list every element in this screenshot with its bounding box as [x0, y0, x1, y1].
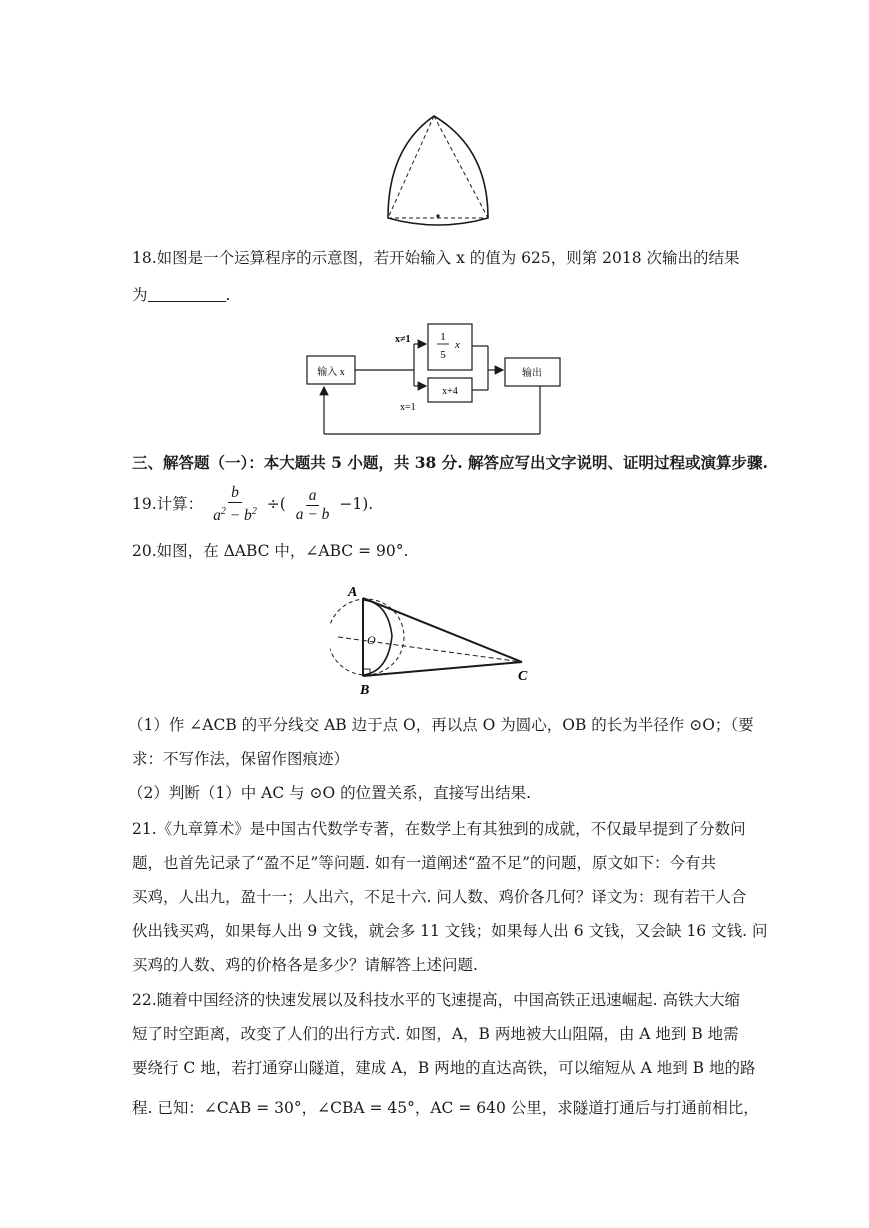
q20-label-A: A	[348, 585, 358, 600]
q20-part1-line2: 求：不写作法，保留作图痕迹）	[132, 750, 350, 768]
section-3-heading: 三、解答题（一）：本大题共 5 小题，共 38 分. 解答应写出文字说明、证明过程或演算步骤.	[132, 453, 768, 472]
q20-part2: （2）判断（1）中 AC 与 ⊙O 的位置关系，直接写出结果.	[128, 784, 532, 802]
q20-triangle-figure	[330, 580, 540, 700]
q18-answer-prefix: 为	[132, 286, 148, 304]
q21-line-0: 21.《九章算术》是中国古代数学专著，在数学上有其独到的成就，不仅最早提到了分数问	[132, 820, 746, 838]
q21-line-2: 买鸡，人出九，盈十一；人出六，不足十六. 问人数、鸡价各几何？译文为：现有若干人合	[132, 888, 747, 906]
flow-op-top-var: x	[455, 339, 460, 351]
q22-line-0: 22.随着中国经济的快速发展以及科技水平的飞速提高，中国高铁正迅速崛起. 高铁大大缩	[132, 991, 741, 1009]
q20-label-C: C	[518, 669, 528, 684]
flow-output-label: 输出	[522, 368, 542, 379]
flow-cond-bottom: x=1	[400, 402, 416, 413]
q18-flowchart	[300, 318, 575, 440]
q22-line-1: 短了时空距离，改变了人们的出行方式. 如图，A，B 两地被大山阻隔，由 A 地到 B 地需	[132, 1025, 739, 1043]
q18-answer-blank	[148, 287, 226, 302]
q19-fraction-2: $\frac{a}{a - b}$	[295, 486, 330, 523]
flow-cond-top: x≠1	[395, 334, 411, 345]
flow-op-top-box	[428, 324, 472, 370]
q18-answer-suffix: .	[225, 286, 231, 304]
q19-suffix: .	[368, 495, 374, 513]
q22-line-2: 要绕行 C 地，若打通穿山隧道，建成 A，B 两地的直达高铁，可以缩短从 A 地到 B 地的路	[132, 1059, 756, 1077]
q22-line-3: 程. 已知：∠CAB = 30°，∠CBA = 45°，AC = 640 公里，求隧道打通后与打通前相比，	[132, 1099, 759, 1117]
flow-op-top-den: 5	[440, 349, 446, 361]
q21-line-1: 题，也首先记录了“盈不足”等问题. 如有一道阐述“盈不足”的问题，原文如下：今有共	[132, 854, 717, 872]
q18-line2	[132, 284, 230, 306]
flow-input-label: 输入 x	[317, 367, 345, 378]
q20-line1: 20.如图，在 ΔABC 中，∠ABC = 90°.	[132, 542, 409, 560]
q19-prefix: 19.计算：	[132, 495, 204, 513]
q20-label-O: O	[367, 633, 376, 647]
flow-op-bottom-label: x+4	[442, 386, 458, 397]
q21-line-3: 伙出钱买鸡，如果每人出 9 文钱，就会多 11 文钱；如果每人出 6 文钱，又会缺 16 文钱. 问	[132, 922, 768, 940]
q21-line-4: 买鸡的人数、鸡的价格各是多少？请解答上述问题.	[132, 956, 478, 974]
q20-part1-line1: （1）作 ∠ACB 的平分线交 AB 边于点 O，再以点 O 为圆心，OB 的长为半径作 ⊙O；（要	[128, 716, 754, 734]
flow-op-top-num: 1	[440, 331, 446, 343]
q19-fraction-1: $\frac{b}{a^2 - b^2}$	[213, 484, 257, 525]
q19-line: 19.计算： $\frac{b}{a^2 - b^2}$ ÷( $\frac{a}{a - b}$ −1).	[132, 484, 374, 525]
q18-line1: 18.如图是一个运算程序的示意图，若开始输入 x 的值为 625，则第 2018 次输出的结果	[132, 249, 740, 267]
reuleaux-triangle-figure	[378, 108, 498, 226]
q20-label-B: B	[360, 683, 370, 698]
